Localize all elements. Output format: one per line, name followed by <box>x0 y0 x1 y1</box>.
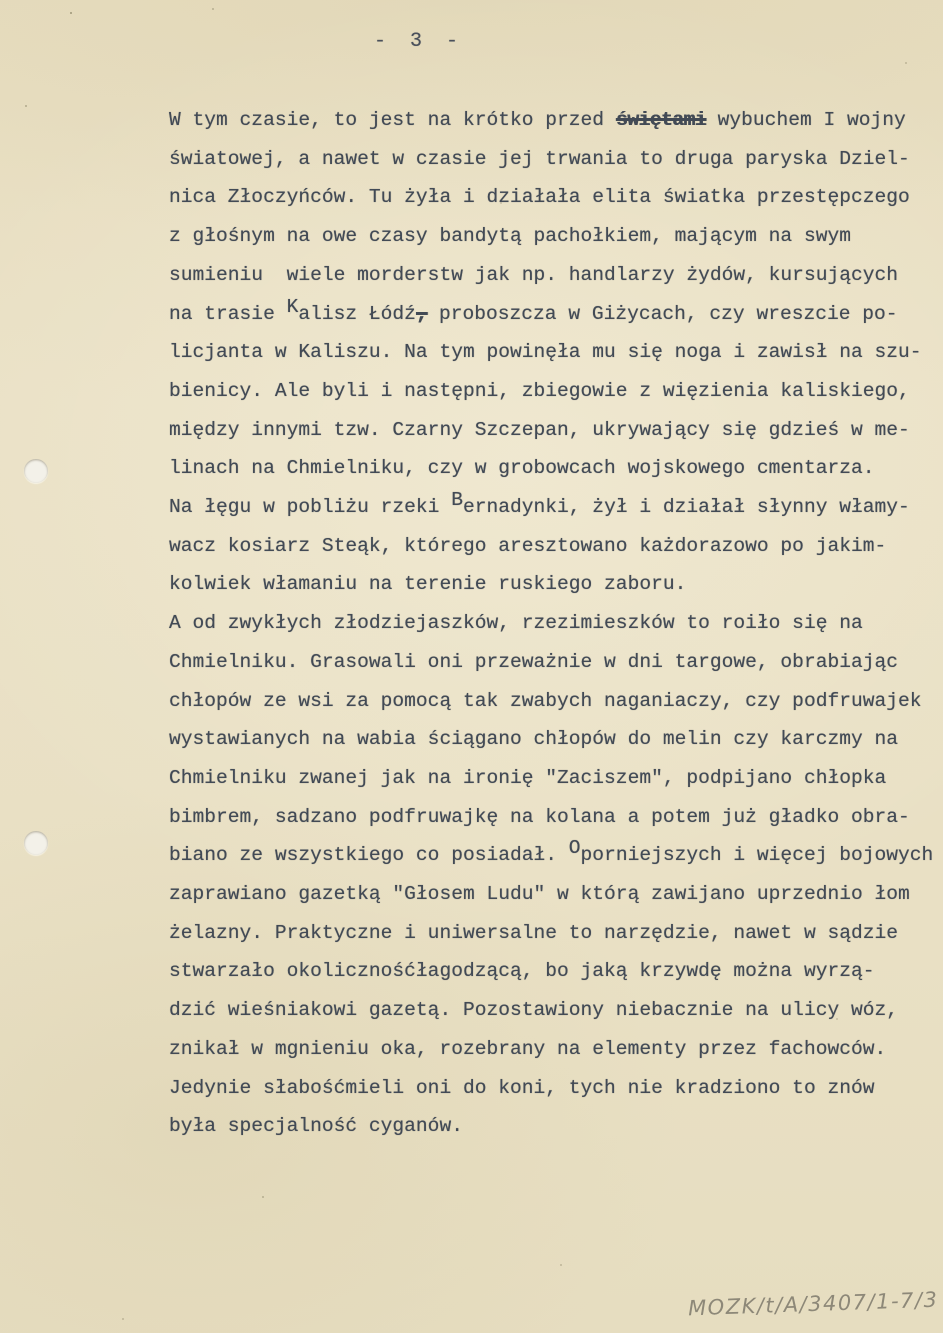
typed-line <box>169 178 943 217</box>
typed-segment: wybuchem I wojny <box>705 109 906 131</box>
typed-segment-sup: B <box>451 489 463 512</box>
typed-segment: kolwiek włamaniu na terenie ruskiego zaboru. <box>169 573 687 596</box>
typed-segment-struck: świętami <box>615 109 706 131</box>
typed-segment: ernadynki, żył i działał słynny włamy- <box>462 496 910 519</box>
typed-segment: wacz kosiarz Steąk, którego aresztowano każdorazowo po jakim- <box>169 534 887 557</box>
typed-segment: biano ze wszystkiego co posiadał. <box>169 844 569 867</box>
typed-segment: wystawianych na wabia ściągano chłopów do melin czy karczmy na <box>169 728 899 751</box>
typed-line <box>169 1069 943 1108</box>
typed-segment: z głośnym na owe czasy bandytą pachołkiem, mającym na swym <box>169 225 851 248</box>
typed-line <box>169 798 943 837</box>
typed-segment: W tym czasie, to jest na krótko przed <box>169 109 616 131</box>
typed-segment: porniejszych i więcej bojowych <box>580 844 934 867</box>
archival-reference: MOZK/t/A/3407/1-7/3 <box>687 1287 939 1321</box>
typed-segment-struck: , <box>415 302 428 325</box>
typed-line <box>169 488 943 527</box>
typed-segment: Chmielniku zwanej jak na ironię "Zaciszem", podpijano chłopka <box>169 766 887 789</box>
typed-line <box>169 604 943 643</box>
typed-segment-sup: K <box>286 295 299 318</box>
typed-line <box>169 256 943 295</box>
typed-line <box>169 333 943 372</box>
typed-segment: znikał w mgnieniu oka, rozebrany na elementy przez fachowców. <box>169 1037 887 1060</box>
typed-segment: proboszcza w Giżycach, czy wreszcie po- <box>427 302 898 325</box>
typed-segment: Chmielniku. Grasowali oni przeważnie w dni targowe, obrabiając <box>169 650 899 673</box>
typed-line <box>169 875 943 914</box>
typed-line <box>169 372 943 411</box>
typed-segment: nica Złoczyńców. Tu żyła i działała elita światka przestępczego <box>169 186 910 209</box>
typed-line <box>169 1030 943 1069</box>
typed-segment: Na łęgu w pobliżu rzeki <box>169 496 452 519</box>
typed-line <box>169 295 943 334</box>
typed-line <box>169 952 943 991</box>
typed-line <box>169 1107 943 1146</box>
typed-line <box>169 411 943 450</box>
typed-line <box>169 217 943 256</box>
typed-segment: zaprawiano gazetką "Głosem Ludu" w którą zawijano uprzednio łom <box>169 883 910 906</box>
punch-hole-top <box>24 459 48 483</box>
typed-segment: dzić wieśniakowi gazetą. Pozostawiony niebacznie na ulicy wóz, <box>169 999 899 1022</box>
typed-line <box>169 101 943 140</box>
typed-segment: żelazny. Praktyczne i uniwersalne to narzędzie, nawet w sądzie <box>169 921 899 944</box>
typed-line <box>169 759 943 798</box>
typed-line <box>169 643 943 682</box>
punch-hole-bottom <box>24 831 48 855</box>
typed-segment: Jedynie słabośćmieli oni do koni, tych nie kradziono to znów <box>169 1076 875 1099</box>
typed-line <box>169 720 943 759</box>
typed-segment: chłopów ze wsi za pomocą tak zwabych naganiaczy, czy podfruwajek <box>169 689 922 712</box>
page-number: - 3 - <box>374 30 465 53</box>
typed-line <box>169 565 943 604</box>
typed-segment: między innymi tzw. Czarny Szczepan, ukrywający się gdzieś w me- <box>169 418 910 441</box>
typed-segment: bimbrem, sadzano podfruwajkę na kolana a potem już gładko obra- <box>169 805 910 828</box>
typed-line <box>169 914 943 953</box>
typed-segment: sumieniu wiele morderstw jak np. handlarzy żydów, kursujących <box>169 263 899 286</box>
typed-segment: była specjalność cyganów. <box>169 1115 463 1138</box>
typed-text <box>169 101 943 1146</box>
typed-line <box>169 140 943 179</box>
typed-segment: na trasie <box>169 302 287 325</box>
typed-segment: światowej, a nawet w czasie jej trwania to druga paryska Dziel- <box>169 147 910 170</box>
typed-segment: linach na Chmielniku, czy w grobowcach wojskowego cmentarza. <box>169 457 875 480</box>
typed-segment: bienicy. Ale byli i następni, zbiegowie z więzienia kaliskiego, <box>169 379 910 402</box>
paper-specks <box>0 0 2 2</box>
typed-segment-sup: O <box>568 837 581 860</box>
typed-segment: A od zwykłych złodziejaszków, rzezimieszków to roiło się na <box>169 612 863 635</box>
typed-line <box>169 449 943 488</box>
typed-segment: licjanta w Kaliszu. Na tym powinęła mu się noga i zawisł na szu- <box>169 341 922 364</box>
typed-line <box>169 836 943 875</box>
typed-segment: alisz Łódź <box>298 302 416 325</box>
typed-line <box>169 527 943 566</box>
typed-segment: stwarzało okolicznośćłagodzącą, bo jaką krzywdę można wyrzą- <box>169 960 875 983</box>
typed-line <box>169 991 943 1030</box>
typed-line <box>169 682 943 721</box>
